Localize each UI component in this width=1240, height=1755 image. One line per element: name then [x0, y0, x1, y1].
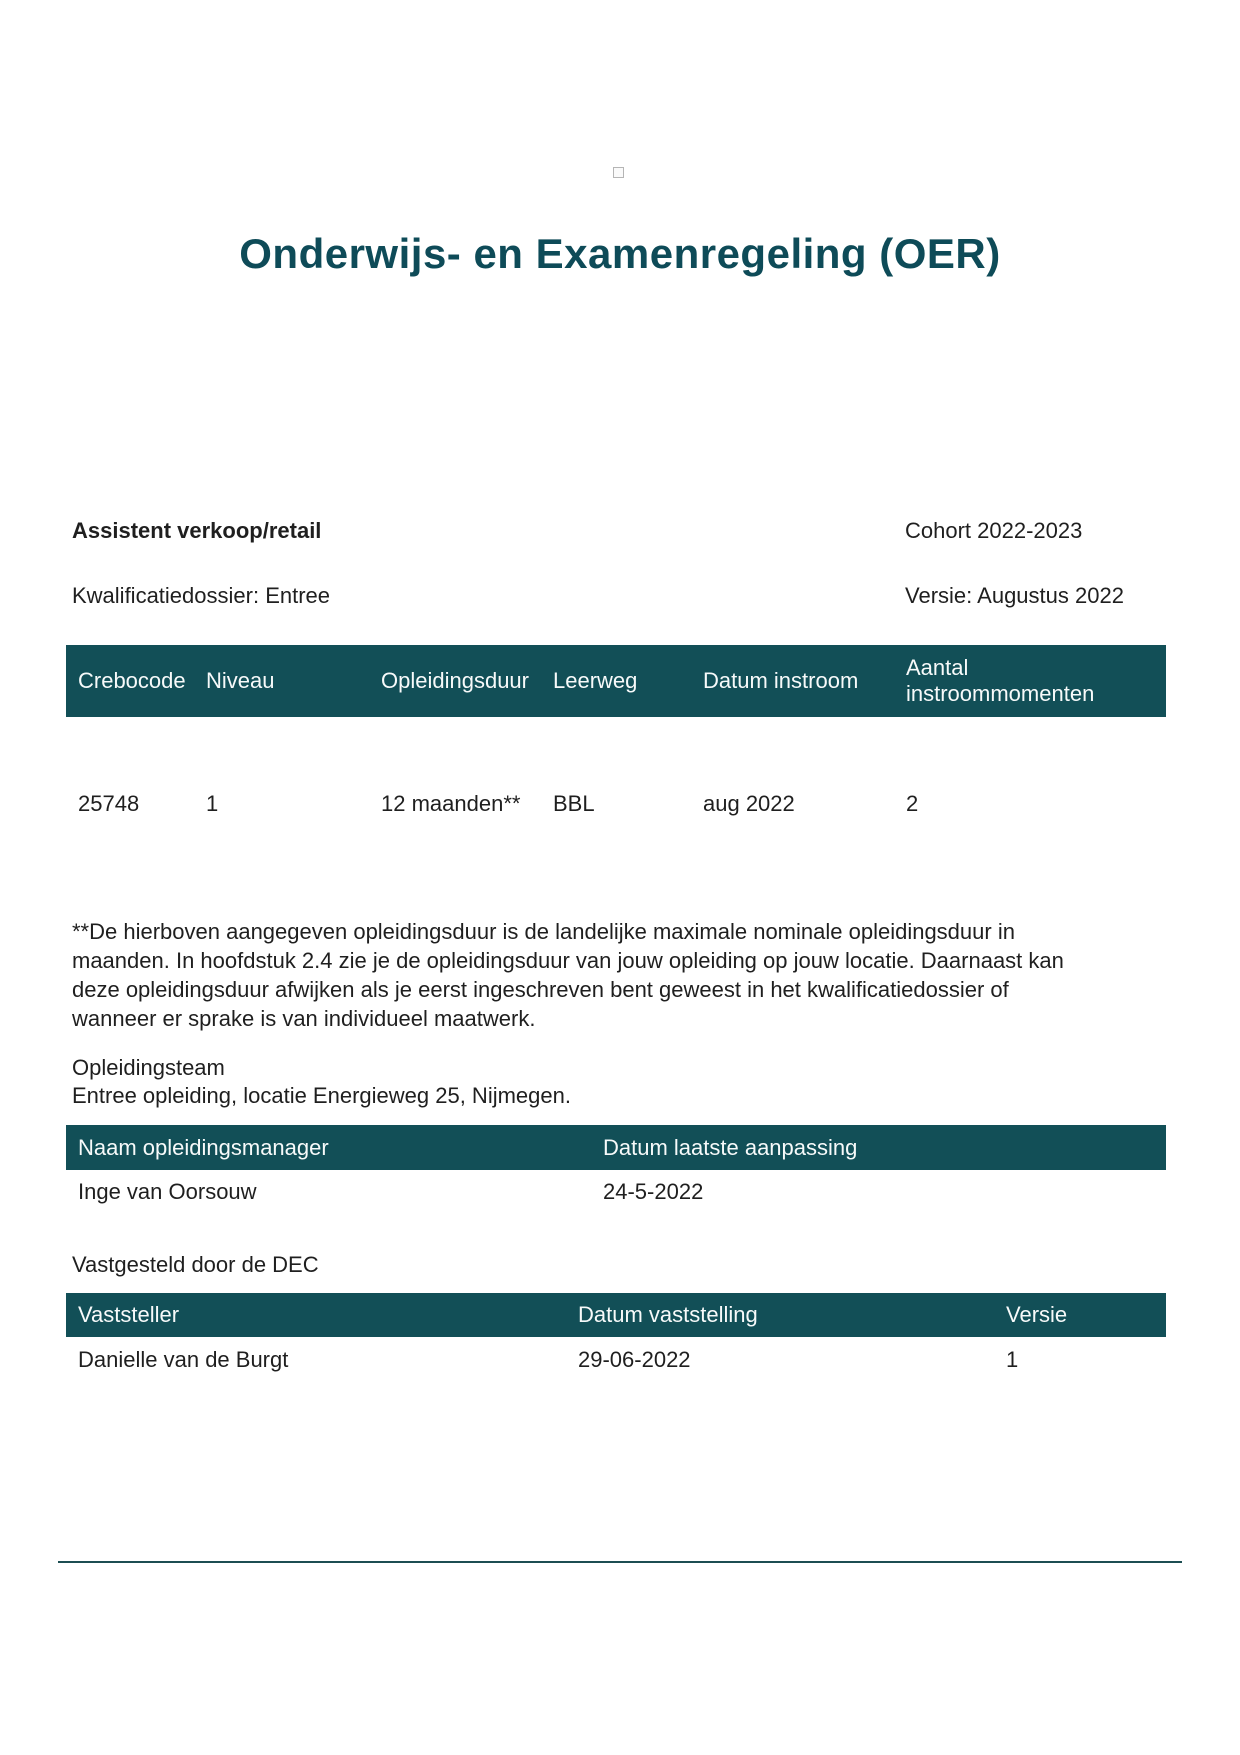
vaststelling-table-row [66, 1347, 1166, 1377]
footnote-line: maanden. In hoofdstuk 2.4 zie je de opleidingsduur van jouw opleiding op jouw locatie. Daarnaast kan [72, 948, 1064, 973]
cell-vaststeller: Danielle van de Burgt [78, 1347, 289, 1372]
cell-opleidingsduur: 12 maanden** [381, 791, 521, 816]
header-opleidingsduur: Opleidingsduur [381, 668, 529, 693]
header-vaststeller: Vaststeller [78, 1302, 180, 1327]
header-datum-instroom: Datum instroom [703, 668, 859, 693]
footnote-line: deze opleidingsduur afwijken als je eerst ingeschreven bent geweest in het kwalificatiedossier of [72, 977, 1009, 1002]
header-crebocode: Crebocode [78, 668, 186, 693]
program-table-header-row [66, 645, 1166, 717]
opleidingsteam-heading: Opleidingsteam [72, 1055, 225, 1080]
manager-table-row [66, 1179, 1166, 1209]
cell-datum-vaststelling: 29-06-2022 [578, 1347, 691, 1372]
versie-value: Versie: Augustus 2022 [905, 583, 1124, 608]
cell-naam-opleidingsmanager: Inge van Oorsouw [78, 1179, 257, 1204]
header-datum-laatste-aanpassing: Datum laatste aanpassing [603, 1134, 858, 1160]
manager-table-header-row [66, 1125, 1166, 1170]
page-title: Onderwijs- en Examenregeling (OER) [239, 230, 1001, 277]
header-aantal-instroommomenten: Aantal instroommomenten [906, 655, 1095, 706]
opleidingsduur-footnote [72, 917, 1182, 1033]
cell-aantal-instroommomenten: 2 [906, 791, 919, 816]
opleidingsteam-block [72, 1054, 1072, 1110]
header-datum-vaststelling: Datum vaststelling [578, 1302, 758, 1327]
footnote-line: **De hierboven aangegeven opleidingsduur is de landelijke maximale nominale opleidingsduur in [72, 919, 1015, 944]
footer-divider-rule [58, 1561, 1182, 1563]
cell-datum-instroom: aug 2022 [703, 791, 795, 816]
cell-niveau: 1 [206, 791, 219, 816]
header-versie: Versie [1006, 1302, 1068, 1327]
program-table-row [66, 791, 1166, 821]
cell-versie: 1 [1006, 1347, 1019, 1372]
header-niveau: Niveau [206, 668, 275, 693]
header-naam-opleidingsmanager: Naam opleidingsmanager [78, 1134, 329, 1160]
dec-heading: Vastgesteld door de DEC [72, 1252, 319, 1277]
image-placeholder-icon [613, 167, 624, 178]
cell-datum-laatste-aanpassing: 24-5-2022 [603, 1179, 704, 1204]
kwalificatiedossier-value: Kwalificatiedossier: Entree [72, 583, 331, 608]
footnote-line: wanneer er sprake is van individueel maatwerk. [72, 1006, 536, 1031]
cell-crebocode: 25748 [78, 791, 140, 816]
cohort-value: Cohort 2022-2023 [905, 518, 1083, 543]
cell-leerweg: BBL [553, 791, 595, 816]
program-name: Assistent verkoop/retail [72, 518, 322, 543]
vaststelling-table-header-row [66, 1293, 1166, 1337]
opleidingsteam-location: Entree opleiding, locatie Energieweg 25, Nijmegen. [72, 1083, 571, 1108]
header-leerweg: Leerweg [553, 668, 638, 693]
